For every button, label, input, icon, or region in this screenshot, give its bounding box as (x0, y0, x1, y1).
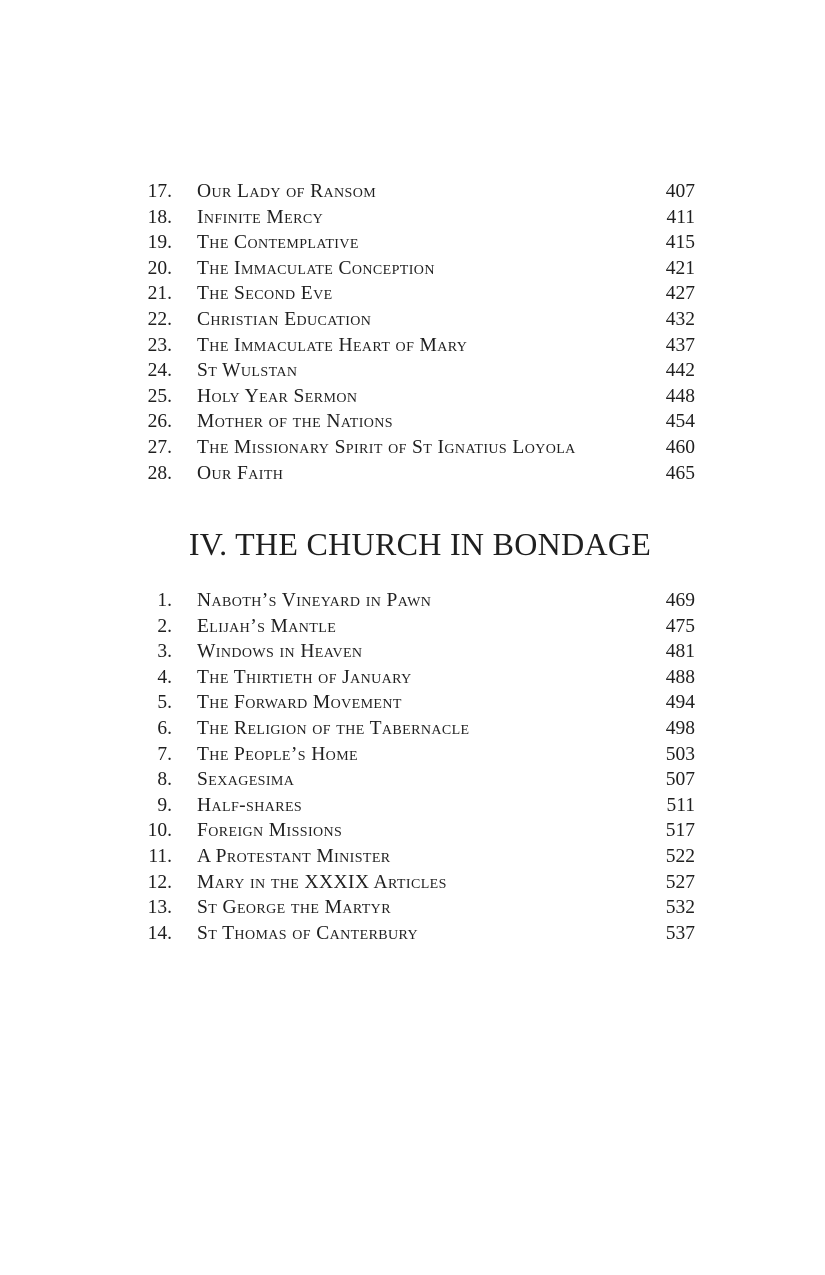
entry-title: The People’s Home (197, 743, 358, 765)
entry-page-number: 475 (665, 615, 695, 637)
entry-page-number: 527 (665, 871, 695, 893)
entry-title: A Protestant Minister (197, 845, 391, 867)
entry-page-number: 511 (666, 794, 695, 816)
entry-page-number: 503 (665, 743, 695, 765)
entry-page-number: 481 (665, 641, 695, 663)
entry-number: 13. (147, 897, 172, 919)
entry-title: Mary in the XXXIX Articles (197, 871, 447, 893)
toc-entry-row (145, 409, 695, 435)
entry-number: 17. (147, 181, 172, 202)
entry-page-number: 507 (665, 769, 695, 791)
toc-entry-row (145, 256, 695, 282)
entry-page-number: 432 (665, 308, 695, 330)
toc-entry-row (145, 665, 695, 691)
entry-title: Our Faith (197, 462, 284, 484)
section-heading: IV. THE CHURCH IN BONDAGE (188, 526, 652, 562)
entry-title: The Second Eve (197, 283, 333, 305)
entry-title: Half-shares (197, 794, 303, 816)
entry-page-number: 411 (666, 206, 695, 228)
entry-number: 2. (157, 615, 172, 637)
entry-title: Holy Year Sermon (197, 385, 358, 407)
entry-page-number: 498 (665, 717, 695, 739)
toc-entry-row (145, 435, 695, 461)
entry-page-number: 469 (665, 590, 695, 611)
entry-number: 27. (147, 436, 172, 458)
toc-entry-row (145, 742, 695, 768)
entry-number: 10. (147, 820, 172, 842)
toc-entry-row (145, 767, 695, 793)
toc-entry-row (145, 307, 695, 333)
toc-entry-row (145, 818, 695, 844)
toc-list-continued (145, 179, 695, 486)
entry-number: 20. (147, 257, 172, 279)
entry-title: Our Lady of Ransom (197, 181, 377, 202)
entry-page-number: 517 (665, 820, 695, 842)
toc-entry-row (145, 230, 695, 256)
entry-number: 21. (147, 283, 172, 305)
entry-page-number: 407 (665, 181, 695, 202)
entry-title: Naboth’s Vineyard in Pawn (197, 590, 432, 611)
toc-entry-row (145, 281, 695, 307)
toc-entry-row (145, 870, 695, 896)
entry-number: 11. (148, 845, 172, 867)
entry-number: 8. (157, 769, 172, 791)
toc-entry-row (145, 179, 695, 205)
toc-entry-row (145, 205, 695, 231)
toc-entry-row (145, 384, 695, 410)
entry-page-number: 454 (665, 411, 695, 433)
entry-number: 9. (157, 794, 172, 816)
entry-title: The Forward Movement (197, 692, 402, 714)
entry-number: 1. (157, 590, 172, 611)
entry-title: Elijah’s Mantle (197, 615, 337, 637)
toc-entry-row (145, 588, 695, 614)
entry-number: 22. (147, 308, 172, 330)
entry-title: Foreign Missions (197, 820, 343, 842)
toc-entry-row (145, 614, 695, 640)
entry-title: The Contemplative (197, 232, 359, 254)
entry-number: 25. (147, 385, 172, 407)
entry-number: 14. (147, 922, 172, 944)
toc-entry-row (145, 921, 695, 947)
entry-number: 4. (157, 666, 172, 688)
entry-title: The Immaculate Conception (197, 257, 435, 279)
entry-page-number: 448 (665, 385, 695, 407)
entry-title: St Thomas of Canterbury (197, 922, 419, 944)
entry-page-number: 442 (665, 360, 695, 382)
entry-number: 26. (147, 411, 172, 433)
toc-entry-row (145, 358, 695, 384)
entry-title: Mother of the Nations (197, 411, 393, 433)
entry-number: 12. (147, 871, 172, 893)
entry-page-number: 494 (665, 692, 695, 714)
toc-entry-row (145, 461, 695, 487)
entry-title: The Religion of the Tabernacle (197, 717, 470, 739)
entry-page-number: 415 (665, 232, 695, 254)
entry-page-number: 537 (665, 922, 695, 944)
toc-entry-row (145, 333, 695, 359)
toc-entry-row (145, 716, 695, 742)
entry-number: 6. (157, 717, 172, 739)
toc-entry-row (145, 690, 695, 716)
entry-page-number: 532 (665, 897, 695, 919)
entry-title: St Wulstan (197, 360, 298, 382)
toc-list-section-iv (145, 588, 695, 946)
entry-page-number: 465 (665, 462, 695, 484)
entry-page-number: 427 (665, 283, 695, 305)
entry-number: 28. (147, 462, 172, 484)
entry-title: Sexagesima (197, 769, 295, 791)
entry-title: The Thirtieth of January (197, 666, 412, 688)
entry-number: 24. (147, 360, 172, 382)
entry-title: Windows in Heaven (197, 641, 363, 663)
entry-number: 7. (157, 743, 172, 765)
entry-number: 18. (147, 206, 172, 228)
entry-page-number: 488 (665, 666, 695, 688)
entry-title: Infinite Mercy (197, 206, 324, 228)
entry-number: 3. (157, 641, 172, 663)
toc-entry-row (145, 639, 695, 665)
entry-page-number: 421 (665, 257, 695, 279)
entry-page-number: 437 (665, 334, 695, 356)
toc-entry-row (145, 844, 695, 870)
entry-page-number: 460 (665, 436, 695, 458)
entry-number: 23. (147, 334, 172, 356)
entry-number: 5. (157, 692, 172, 714)
entry-title: The Immaculate Heart of Mary (197, 334, 468, 356)
toc-entry-row (145, 895, 695, 921)
entry-number: 19. (147, 232, 172, 254)
entry-title: Christian Education (197, 308, 372, 330)
entry-title: St George the Martyr (197, 897, 391, 919)
toc-entry-row (145, 793, 695, 819)
entry-title: The Missionary Spirit of St Ignatius Loyola (197, 436, 576, 458)
entry-page-number: 522 (665, 845, 695, 867)
